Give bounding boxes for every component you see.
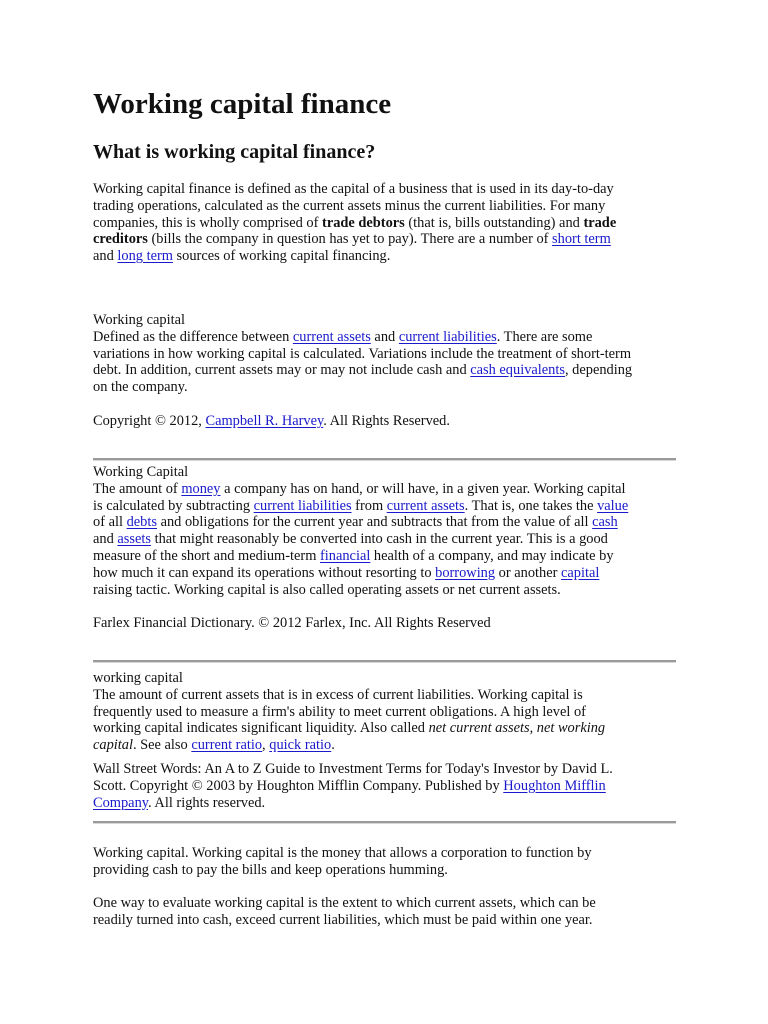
link-current-assets[interactable]: current assets bbox=[292, 328, 371, 345]
link-value[interactable]: value bbox=[597, 497, 629, 514]
link-cash-equivalents[interactable]: cash equivalents bbox=[470, 362, 565, 379]
text-fragment: a company has on hand, or will have, in a given year. Working capital bbox=[220, 480, 626, 497]
definition-entry-2 bbox=[93, 464, 628, 598]
text-line: providing cash to pay the bills and keep operations humming. bbox=[93, 861, 448, 878]
text-line bbox=[93, 329, 632, 346]
definition-entry-3 bbox=[93, 670, 605, 754]
text-fragment: . All rights reserved. bbox=[148, 794, 266, 811]
link-current-liabilities[interactable]: current liabilities bbox=[398, 328, 497, 345]
text-fragment: . That is, one takes the bbox=[464, 497, 598, 514]
link-houghton-mifflin[interactable]: Houghton Mifflin bbox=[503, 777, 606, 794]
text-line: on the company. bbox=[93, 379, 188, 396]
text-line: readily turned into cash, exceed current liabilities, which must be paid within one year. bbox=[93, 911, 593, 928]
link-current-assets[interactable]: current assets bbox=[386, 497, 465, 514]
text-line bbox=[93, 737, 605, 754]
copyright-line bbox=[93, 413, 450, 430]
text-fragment: is calculated by subtracting bbox=[93, 497, 254, 514]
source-citation bbox=[93, 761, 613, 811]
page-title: Working capital finance bbox=[93, 88, 392, 120]
text-line bbox=[93, 362, 632, 379]
text-line: The amount of current assets that is in excess of current liabilities. Working capital is bbox=[93, 686, 583, 703]
text-line: Working capital. Working capital is the money that allows a corporation to function by bbox=[93, 845, 592, 861]
text-fragment: (that is, bills outstanding) and bbox=[404, 214, 584, 231]
text-line bbox=[93, 720, 605, 737]
text-fragment: Defined as the difference between bbox=[93, 328, 293, 345]
text-line: frequently used to measure a firm's ability to meet current obligations. A high level of bbox=[93, 703, 586, 720]
text-fragment: or another bbox=[495, 564, 562, 581]
text-line bbox=[93, 498, 628, 515]
text-line: One way to evaluate working capital is the extent to which current assets, which can be bbox=[93, 895, 596, 911]
text-fragment: . There are some bbox=[496, 328, 593, 345]
text-line: variations in how working capital is calculated. Variations include the treatment of short-term bbox=[93, 345, 632, 362]
italic-term: net working bbox=[536, 720, 606, 737]
text-fragment: of all bbox=[93, 514, 127, 531]
text-line bbox=[93, 481, 628, 498]
text-line bbox=[93, 215, 616, 232]
text-fragment: . All Rights Reserved. bbox=[323, 413, 450, 429]
text-line bbox=[93, 795, 613, 812]
text-fragment: The amount of bbox=[93, 480, 182, 497]
text-line bbox=[93, 565, 628, 582]
link-houghton-mifflin-company[interactable]: Company bbox=[93, 794, 149, 811]
text-line bbox=[93, 778, 613, 795]
source-line bbox=[93, 615, 491, 632]
text-line bbox=[93, 531, 628, 548]
definition-paragraph bbox=[93, 895, 596, 929]
divider bbox=[93, 458, 676, 461]
divider bbox=[93, 660, 676, 663]
bold-term: trade bbox=[583, 214, 617, 231]
text-line bbox=[93, 413, 450, 430]
link-money[interactable]: money bbox=[181, 480, 221, 497]
text-line: raising tactic. Working capital is also called operating assets or net current assets. bbox=[93, 581, 561, 598]
text-fragment: from bbox=[351, 497, 387, 514]
text-fragment: health of a company, and may indicate by bbox=[370, 547, 614, 564]
text-fragment: and obligations for the current year and subtracts that from the value of all bbox=[156, 514, 593, 531]
definition-entry-4 bbox=[93, 845, 592, 879]
italic-term: net current assets bbox=[428, 720, 530, 737]
link-current-ratio[interactable]: current ratio bbox=[191, 737, 263, 754]
intro-paragraph bbox=[93, 181, 616, 265]
definition-entry-1 bbox=[93, 312, 632, 396]
text-fragment: , depending bbox=[564, 362, 633, 379]
text-fragment: and bbox=[370, 328, 399, 345]
italic-term: capital bbox=[93, 737, 133, 754]
bold-term: creditors bbox=[93, 231, 148, 248]
text-fragment: , bbox=[529, 720, 537, 737]
link-campbell-harvey[interactable]: Campbell R. Harvey bbox=[205, 413, 324, 429]
link-financial[interactable]: financial bbox=[319, 547, 371, 564]
text-line: Wall Street Words: An A to Z Guide to Investment Terms for Today's Investor by David L. bbox=[93, 761, 613, 777]
text-fragment: debt. In addition, current assets may or may not include cash and bbox=[93, 362, 471, 379]
bold-term: trade debtors bbox=[322, 214, 405, 231]
text-line bbox=[93, 514, 628, 531]
text-fragment: sources of working capital financing. bbox=[172, 248, 391, 265]
text-line: trading operations, calculated as the current assets minus the current liabilities. For many bbox=[93, 197, 606, 214]
link-quick-ratio[interactable]: quick ratio bbox=[269, 737, 332, 754]
text-fragment: Copyright © 2012, bbox=[93, 413, 206, 429]
text-fragment: and bbox=[93, 248, 118, 265]
definition-term: working capital bbox=[93, 670, 183, 686]
link-cash[interactable]: cash bbox=[592, 514, 618, 531]
link-borrowing[interactable]: borrowing bbox=[435, 564, 496, 581]
text-line: Working capital finance is defined as the capital of a business that is used in its day-to-day bbox=[93, 181, 614, 197]
definition-term: Working capital bbox=[93, 312, 185, 328]
text-fragment: companies, this is wholly comprised of bbox=[93, 214, 323, 231]
link-debts[interactable]: debts bbox=[126, 514, 157, 531]
text-fragment: (bills the company in question has yet to pay). There are a number of bbox=[147, 231, 553, 248]
link-long-term[interactable]: long term bbox=[117, 248, 173, 265]
text-fragment: measure of the short and medium-term bbox=[93, 547, 320, 564]
text-line bbox=[93, 231, 616, 248]
text-line: Farlex Financial Dictionary. © 2012 Farlex, Inc. All Rights Reserved bbox=[93, 615, 491, 631]
text-fragment: how much it can expand its operations without resorting to bbox=[93, 564, 436, 581]
text-fragment: . bbox=[331, 737, 335, 754]
text-fragment: Scott. Copyright © 2003 by Houghton Mifflin Company. Published by bbox=[93, 777, 504, 794]
text-fragment: , bbox=[262, 737, 270, 754]
link-short-term[interactable]: short term bbox=[552, 231, 611, 248]
section-heading: What is working capital finance? bbox=[93, 141, 376, 163]
text-fragment: working capital indicates significant liquidity. Also called bbox=[93, 720, 429, 737]
link-capital[interactable]: capital bbox=[561, 564, 600, 581]
text-fragment: . See also bbox=[132, 737, 192, 754]
text-fragment: and bbox=[93, 531, 118, 548]
text-line bbox=[93, 248, 616, 265]
definition-term: Working Capital bbox=[93, 464, 189, 480]
text-fragment: that might reasonably be converted into cash in the current year. This is a good bbox=[150, 531, 608, 548]
divider bbox=[93, 821, 676, 824]
link-assets[interactable]: assets bbox=[117, 531, 151, 548]
link-current-liabilities[interactable]: current liabilities bbox=[253, 497, 352, 514]
text-line bbox=[93, 548, 628, 565]
